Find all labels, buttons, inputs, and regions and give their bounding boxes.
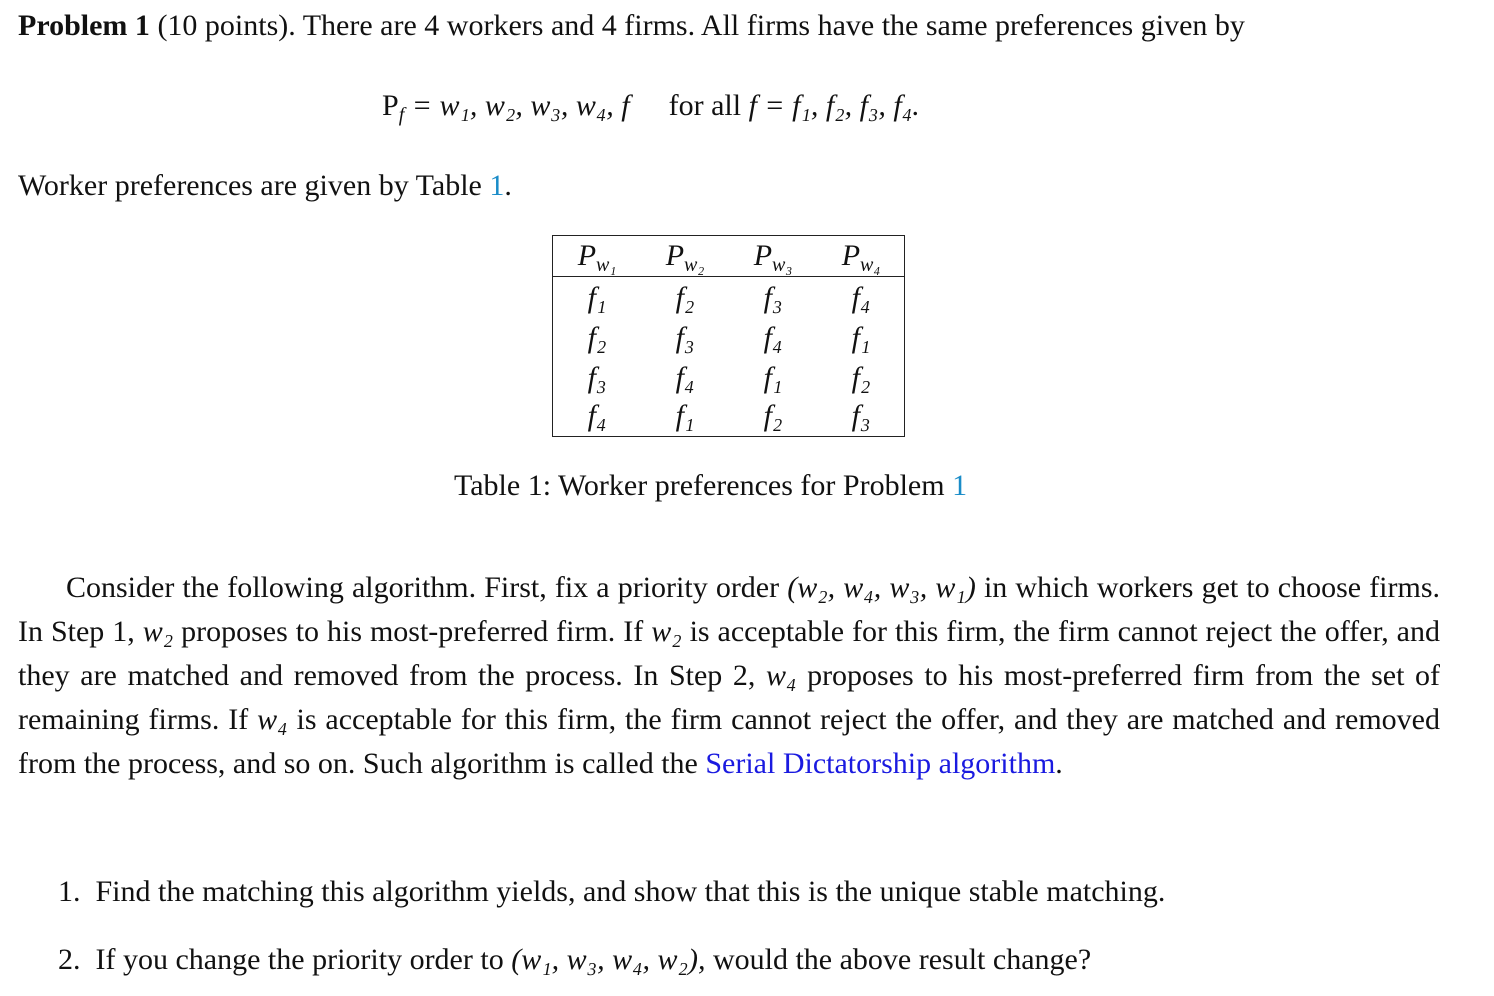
question-text: If you change the priority order to: [95, 943, 504, 976]
table-caption: [454, 466, 967, 506]
worker-pref-text: Worker preferences are given by Table: [18, 169, 482, 202]
worker-pref-sentence: [18, 166, 512, 206]
table-cell: f₄: [675, 361, 695, 394]
table-cell: f₃: [587, 361, 607, 394]
caption-problem-ref[interactable]: 1: [952, 469, 968, 502]
table-cell: f₃: [763, 281, 783, 314]
question-order: (w₁, w₃, w₄, w₂),: [511, 943, 706, 976]
firm-preference-equation: [382, 86, 920, 135]
firm-pref-lhs: P: [382, 89, 399, 122]
table-cell: f₄: [763, 321, 783, 354]
table-cell: f₂: [587, 321, 607, 354]
serial-dictatorship-link[interactable]: Serial Dictatorship algorithm: [705, 747, 1056, 780]
question-1: [58, 872, 1165, 912]
table-header-cell: $P_{w_3}$: [753, 239, 793, 276]
firm-pref-lhs-sub: f: [398, 104, 405, 126]
table-cell: f₁: [763, 361, 783, 394]
question-number: 2.: [58, 943, 81, 976]
table-ref-link[interactable]: 1: [489, 169, 505, 202]
question-2: [58, 940, 1091, 980]
problem-title: Problem 1: [18, 9, 150, 42]
table-cell: f₃: [851, 399, 871, 432]
problem-points: (10 points).: [157, 9, 296, 42]
table-header-cell: $P_{w_4}$: [841, 239, 881, 276]
table-cell: f₁: [851, 321, 871, 354]
firm-pref-forall: for all: [668, 89, 742, 122]
problem-statement: [18, 6, 1245, 46]
table-cell: f₃: [675, 321, 695, 354]
table-cell: f₂: [763, 399, 783, 432]
table-cell: f₄: [587, 399, 607, 432]
table-cell: f₄: [851, 281, 871, 314]
question-number: 1.: [58, 875, 81, 908]
table-cell: f₁: [587, 281, 607, 314]
question-text: Find the matching this algorithm yields, and show that this is the unique stable matching.: [95, 875, 1166, 908]
algorithm-paragraph: Consider the following algorithm. First, fix a priority order (w₂, w₄, w₃, w₁) in which workers get to choose firms. In Step 1, w₂ proposes to his most-preferred firm. If w₂ is acceptable for this firm, the firm cannot reject the offer, and they are matched and removed from the process. In Step 2, w₄ proposes to his most-preferred firm from the set of remaining firms. If w₄ is acceptable for this firm, the firm cannot reject the offer, and they are matched and removed from the process, and so on. Such algorithm is called the Serial Dictatorship algorithm.: [18, 571, 1441, 780]
firm-pref-rhs: = w₁, w₂, w₃, w₄, f: [411, 89, 630, 122]
worker-preference-table: [552, 235, 905, 437]
problem-intro: There are 4 workers and 4 firms. All firms have the same preferences given by: [302, 9, 1245, 42]
table-cell: f₁: [675, 399, 695, 432]
priority-order: (w₂, w₄, w₃, w₁): [787, 571, 976, 604]
firm-pref-condition: f = f₁, f₂, f₃, f₄.: [748, 89, 920, 122]
worker-pref-end: .: [504, 169, 512, 202]
question-text-end: would the above result change?: [712, 943, 1092, 976]
table-header-cell: $P_{w_2}$: [665, 239, 705, 276]
table-header-cell: $P_{w_1}$: [577, 239, 617, 276]
caption-text: Table 1: Worker preferences for Problem: [454, 469, 945, 502]
table-cell: f₂: [851, 361, 871, 394]
table-cell: f₂: [675, 281, 695, 314]
